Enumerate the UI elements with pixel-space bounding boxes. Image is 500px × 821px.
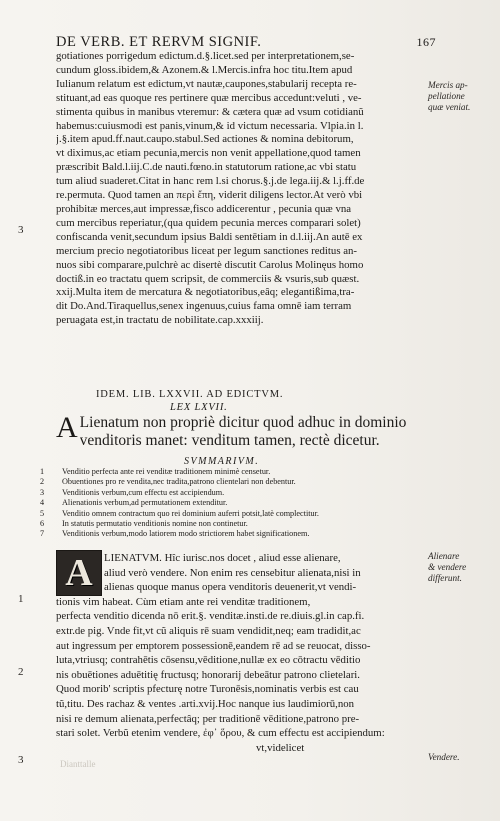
text-line: Iulianum relatum est edictum,vt nautæ,caupones,stabularij recepta re-: [56, 77, 357, 90]
text-line: nuos sibi comparare,pulchrè ac disertè discutit Carolus Molinęus homo: [56, 258, 364, 271]
text-line: perfecta venditio dicenda nō erit.§. venditæ.insti.de re.diuis.gl.in cap.fi.: [56, 610, 365, 623]
lemma-line: Lienatum non propriè dicitur quod adhuc in dominio: [79, 414, 407, 431]
lemma-text: [56, 411, 422, 450]
margin-note: Vendere.: [428, 752, 460, 762]
bleed-through-text: Dianttalle: [60, 759, 96, 769]
running-title: DE VERB. ET RERVM SIGNIF.: [56, 34, 262, 50]
margin-note: quæ veniat.: [428, 102, 471, 112]
main-text-block: [56, 50, 422, 328]
summary-item: 5 Venditio omnem contractum quo rei dominium auferri potsit,latè complectitur.: [40, 508, 319, 518]
text-line: confiscanda venit,secundum ipsius Baldi sentētiam in d.l.iij.An autē ex: [56, 230, 363, 243]
margin-number: 1: [18, 593, 24, 605]
text-line: nis obuētiones aduētitię fructusq; honorarij debeātur patrono clietelari.: [56, 668, 361, 681]
text-line: dit Do.And.Tiraquellus,senex ingenuus,cuius fama omnē iam terram: [56, 300, 352, 313]
lemma-line: venditoris manet: venditum tamen, rectè dicetur.: [79, 432, 380, 449]
summary-item: 1 Venditio perfecta ante rei venditæ traditionem minimè censetur.: [40, 467, 271, 476]
text-line: aliud verò vendere. Non enim res censebitur alienata,nisi in: [104, 566, 361, 579]
text-line: stituant,ad eas quoque res pertinere quæ mercibus accedunt:veluti , ve-: [56, 91, 362, 104]
text-line: stimenta quibus in manibus vteremur: & cætera quæ ad vsum cotidianũ: [56, 105, 364, 118]
decorated-initial-letter: A: [65, 552, 93, 594]
text-line: gotiationes porrigedum edictum.d.§.licet.sed per interpretationem,se-: [56, 50, 355, 62]
text-line: tũ,titu. Des rachaz & ventes .arti.xvij.Hoc nanque ius laudimiorū,non: [56, 697, 355, 710]
margin-note: Alienare: [428, 551, 460, 561]
text-line: luta,vtriusq; contrahētis cōsensu,vēditione,nullæ ex eo cōtractu vēditio: [56, 654, 361, 667]
text-line: aut ingressum per emptorem possessionē,eandem rē ad se reuocat, disso-: [56, 639, 371, 652]
text-line: vt,videlicet: [256, 741, 305, 754]
text-line: alienas quoque manus opera venditoris deuenerit,vt vendi-: [104, 581, 357, 594]
text-line: mercium precio negotiatoribus liceat per legum sanctiones reditus an-: [56, 244, 358, 257]
text-line: Quod morib' scriptis pfecturę notre Turonēsis,nominatis verbis est cau: [56, 683, 359, 696]
text-line: j.§.item apud.ff.naut.caupo.stabul.Sed actiones & nomina debitorum,: [56, 133, 354, 146]
text-line: præscribit Bald.l.iij.C.de nauti.fœno.in statutorum ratione,ac vbi statu: [56, 161, 357, 174]
margin-note: pellatione: [428, 91, 465, 101]
margin-note: differunt.: [428, 573, 462, 583]
summary-item: 3 Venditionis verbum,cum effectu est accipiendum.: [40, 487, 225, 497]
text-line: stari solet. Verbũ etenim vendere, ἐφ᾽ ὅρου, & cum effectu est accipiendum:: [56, 727, 385, 740]
summary-heading: SVMMARIVM.: [184, 456, 260, 467]
text-line: tionis vim habeat. Cùm etiam ante rei venditæ traditionem,: [56, 595, 311, 608]
text-line: nisi re demum alienata,perfectâq; per traditionē vēditione,patrono pre-: [56, 712, 360, 725]
text-line: tum aliud suaderet.Citat in hanc rem l.si chorus.§.j.de lega.iij.& l.j.ff.de: [56, 175, 365, 188]
text-line: peruagata est,in tractatu de nobilitate.cap.xxxiij.: [56, 314, 264, 327]
text-line: prohibitæ merces,aut impressæ,fisco addicerentur , pecunia quæ vna: [56, 202, 352, 215]
text-line: xxij.Multa item de mercatura & negotiatoribus,eâq; elegantißima,tra-: [56, 286, 355, 299]
margin-number: 3: [18, 754, 24, 766]
margin-number: 2: [18, 666, 24, 678]
margin-number: 3: [18, 224, 24, 236]
page-number: 167: [416, 35, 436, 49]
summary-list: [40, 467, 420, 540]
text-line: re.permuta. Quod tamen an περὶ ἔπη, viderit diligens lector.At verò vbi: [56, 189, 363, 202]
summary-item: 7 Venditionis verbum,modo latiorem modo strictiorem habet significationem.: [40, 529, 310, 539]
text-line: extr.de pig. Vnde fit,vt cũ aliquis rē suam vendidit,neq; eam tradidit,ac: [56, 624, 361, 637]
text-line: cundum gloss.ibidem,& Azonem.& l.Mercis.infra hoc titu.Item apud: [56, 63, 353, 76]
text-line: cum mercibus reperiatur,(qua quidem pecunia merces comparari solet): [56, 216, 361, 229]
margin-note: Mercis ap-: [428, 80, 468, 90]
running-header: [56, 34, 436, 51]
text-line: habemus:cuiusmodi est panis,vinum,& id victum necessaria. Vlpia.in l.: [56, 119, 364, 132]
lex-heading: LEX LXVII.: [170, 402, 228, 413]
text-line: doctiß.in eo tractatu quem scripsit, de commerciis & vsuris,sub quæst.: [56, 272, 360, 285]
margin-note: & vendere: [428, 562, 467, 572]
text-line: vt diximus,ac etiam pecunia,mercis non venit appellatione,quod tamen: [56, 147, 361, 160]
lemma-initial: A: [56, 411, 78, 444]
summary-item: 2 Obuentiones pro re vendita,nec tradita,patrono clientelari non debentur.: [40, 477, 296, 487]
section-heading: IDEM. LIB. LXXVII. AD EDICTVM.: [96, 389, 284, 400]
summary-item: 6 In statutis permutatio venditionis nomine non continetur.: [40, 519, 248, 529]
commentary-text-block: [56, 551, 422, 755]
summary-item: 4 Alienationis verbum,ad permutationem extenditur.: [40, 498, 228, 508]
text-line: LIENATVM. Hîc iurisc.nos docet , aliud esse alienare,: [104, 552, 341, 564]
